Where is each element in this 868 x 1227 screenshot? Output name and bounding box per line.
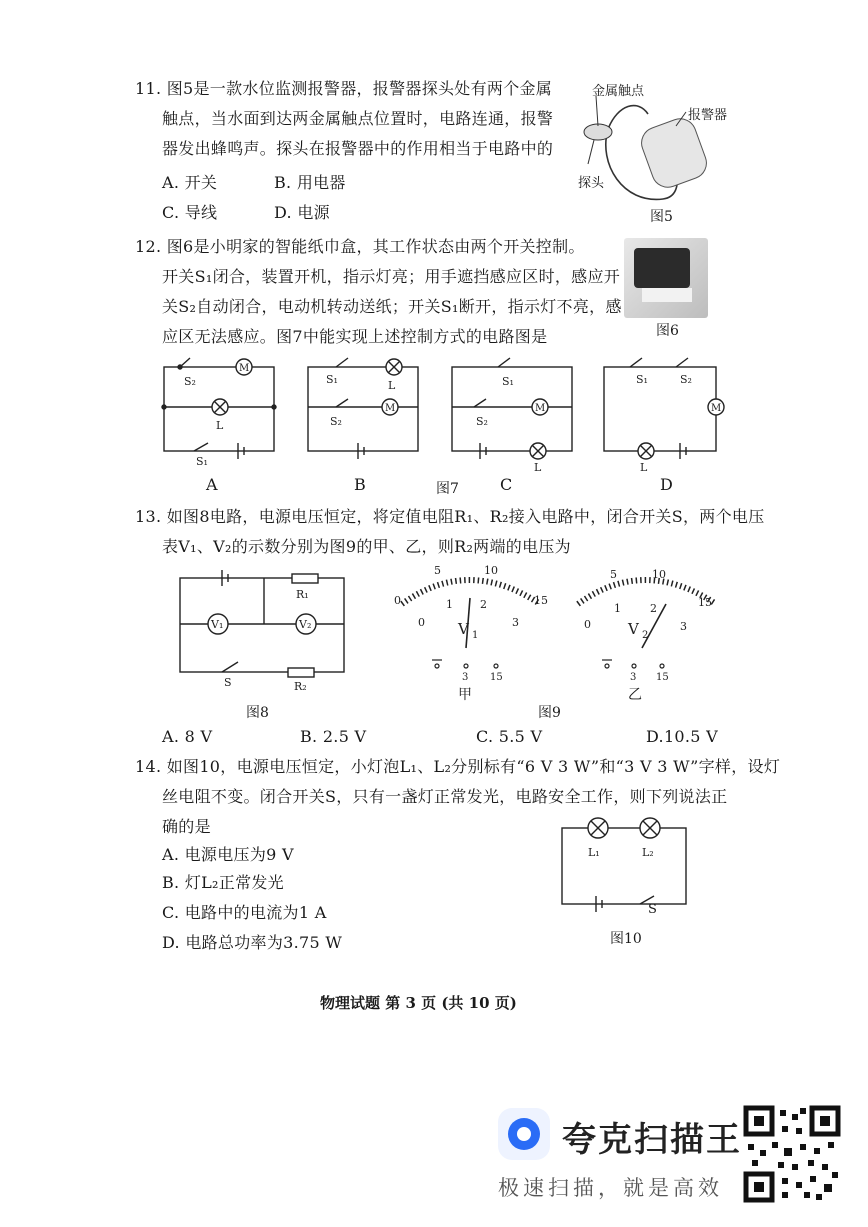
svg-text:10: 10 bbox=[484, 564, 498, 577]
q12-line-3: 关S₂自动闭合，电动机转动送纸；开关S₁断开，指示灯不亮，感 bbox=[162, 297, 622, 316]
watermark-slogan: 极速扫描，就是高效 bbox=[498, 1176, 723, 1200]
meter-yi-label: 乙 bbox=[628, 687, 642, 703]
q13-option-c: C. 5.5 V bbox=[476, 727, 543, 746]
q14-option-d: D. 电路总功率为3.75 W bbox=[162, 933, 343, 952]
fig9-caption: 图9 bbox=[538, 705, 561, 721]
fig6-caption: 图6 bbox=[656, 323, 679, 339]
qr-code-icon bbox=[742, 1104, 842, 1204]
svg-text:L: L bbox=[216, 419, 224, 432]
svg-text:L: L bbox=[388, 379, 396, 392]
q13-option-d: D.10.5 V bbox=[646, 727, 719, 746]
svg-text:S₁: S₁ bbox=[502, 375, 514, 388]
svg-text:S₂: S₂ bbox=[476, 415, 488, 428]
figure-7-circuits bbox=[150, 355, 740, 474]
circuit-label-b: B bbox=[354, 475, 367, 494]
circuit-c bbox=[452, 358, 572, 474]
q14-option-b: B. 灯L₂正常发光 bbox=[162, 873, 284, 892]
circuit-label-d: D bbox=[660, 475, 674, 494]
q11-line-3: 器发出蜂鸣声。探头在报警器中的作用相当于电路中的 bbox=[162, 139, 554, 158]
fig8-caption: 图8 bbox=[246, 705, 269, 721]
q13-option-a: A. 8 V bbox=[162, 727, 213, 746]
meter-jia bbox=[394, 564, 548, 683]
q14-option-a: A. 电源电压为9 V bbox=[162, 845, 294, 864]
meter-jia-label: 甲 bbox=[458, 687, 472, 703]
svg-text:L₂: L₂ bbox=[642, 846, 654, 859]
q11-option-d: D. 电源 bbox=[274, 203, 330, 222]
figure-9-voltmeters bbox=[390, 562, 720, 692]
svg-text:M: M bbox=[239, 363, 250, 374]
q13-line-2: 表V₁、V₂的示数分别为图9的甲、乙，则R₂两端的电压为 bbox=[162, 537, 571, 556]
q11-line-2: 触点，当水面到达两金属触点位置时，电路连通，报警 bbox=[162, 109, 554, 128]
svg-text:L₁: L₁ bbox=[588, 846, 600, 859]
svg-text:V₁: V₁ bbox=[211, 618, 224, 631]
q12-line-1: 12. 图6是小明家的智能纸巾盒，其工作状态由两个开关控制。 bbox=[135, 237, 585, 256]
fig5-caption: 图5 bbox=[650, 209, 673, 225]
q11-line-1: 11. 图5是一款水位监测报警器，报警器探头处有两个金属 bbox=[135, 79, 553, 98]
svg-text:S₂: S₂ bbox=[330, 415, 342, 428]
figure-8-circuit bbox=[170, 568, 360, 698]
watermark-brand-name: 夸克扫描王 bbox=[562, 1120, 742, 1160]
svg-text:2: 2 bbox=[642, 630, 649, 641]
quark-logo-icon bbox=[498, 1108, 550, 1160]
fig7-caption: 图7 bbox=[436, 481, 459, 497]
circuit-a bbox=[162, 358, 276, 468]
circuit-label-c: C bbox=[500, 475, 513, 494]
svg-text:S₂: S₂ bbox=[680, 373, 692, 386]
q13-option-b: B. 2.5 V bbox=[300, 727, 367, 746]
svg-text:M: M bbox=[535, 403, 546, 414]
svg-text:S₂: S₂ bbox=[184, 375, 196, 388]
svg-text:0: 0 bbox=[394, 594, 401, 607]
svg-text:3: 3 bbox=[512, 616, 519, 629]
svg-text:V: V bbox=[628, 620, 639, 638]
svg-text:S₁: S₁ bbox=[196, 455, 208, 468]
q14-line-2: 丝电阻不变。闭合开关S，只有一盏灯正常发光，电路安全工作，则下列说法正 bbox=[162, 787, 728, 806]
svg-text:0: 0 bbox=[418, 616, 425, 629]
page-footer: 物理试题 第 3 页 (共 10 页) bbox=[320, 994, 517, 1012]
svg-text:2: 2 bbox=[650, 602, 657, 615]
svg-text:R₂: R₂ bbox=[294, 680, 307, 693]
circuit-b bbox=[308, 358, 418, 459]
circuit-label-a: A bbox=[206, 475, 218, 494]
q14-line-3: 确的是 bbox=[162, 817, 211, 836]
svg-text:V₂: V₂ bbox=[299, 618, 312, 631]
q12-line-4: 应区无法感应。图7中能实现上述控制方式的电路图是 bbox=[162, 327, 548, 346]
circuit-d bbox=[604, 358, 724, 474]
svg-text:5: 5 bbox=[434, 564, 441, 577]
svg-text:S₁: S₁ bbox=[326, 373, 338, 386]
svg-text:V: V bbox=[458, 620, 469, 638]
svg-text:15: 15 bbox=[490, 672, 503, 683]
figure-10-circuit bbox=[554, 816, 694, 916]
q11-option-b: B. 用电器 bbox=[274, 173, 346, 192]
svg-text:0: 0 bbox=[584, 618, 591, 631]
svg-text:L: L bbox=[534, 461, 542, 474]
svg-text:M: M bbox=[711, 403, 722, 414]
fig5-label-contact: 金属触点 bbox=[592, 84, 645, 99]
svg-text:3: 3 bbox=[630, 672, 637, 683]
svg-text:2: 2 bbox=[480, 598, 487, 611]
fig5-label-alarm: 报警器 bbox=[688, 108, 728, 123]
svg-text:R₁: R₁ bbox=[296, 588, 309, 601]
svg-text:15: 15 bbox=[534, 594, 548, 607]
q14-option-c: C. 电路中的电流为1 A bbox=[162, 903, 327, 922]
fig10-caption: 图10 bbox=[610, 931, 642, 947]
svg-text:L: L bbox=[640, 461, 648, 474]
fig10-switch-label: S bbox=[648, 902, 657, 917]
svg-text:5: 5 bbox=[610, 568, 617, 581]
svg-text:15: 15 bbox=[698, 596, 712, 609]
q14-line-1: 14. 如图10，电源电压恒定，小灯泡L₁、L₂分别标有“6 V 3 W”和“3 V 3 W”字样，设灯 bbox=[135, 757, 781, 776]
q11-option-c: C. 导线 bbox=[162, 203, 218, 222]
q11-option-a: A. 开关 bbox=[162, 173, 218, 192]
svg-text:S₁: S₁ bbox=[636, 373, 648, 386]
figure-6-tissue-box-photo bbox=[624, 238, 708, 318]
meter-yi bbox=[578, 568, 716, 683]
svg-text:1: 1 bbox=[446, 598, 453, 611]
fig5-label-probe: 探头 bbox=[578, 176, 605, 191]
svg-text:10: 10 bbox=[652, 568, 666, 581]
svg-text:M: M bbox=[385, 403, 396, 414]
svg-text:3: 3 bbox=[680, 620, 687, 633]
svg-text:15: 15 bbox=[656, 672, 669, 683]
svg-text:S: S bbox=[224, 676, 232, 689]
q12-line-2: 开关S₁闭合，装置开机，指示灯亮；用手遮挡感应区时，感应开 bbox=[162, 267, 621, 286]
svg-text:3: 3 bbox=[462, 672, 469, 683]
q13-line-1: 13. 如图8电路，电源电压恒定，将定值电阻R₁、R₂接入电路中，闭合开关S，两个电压 bbox=[135, 507, 765, 526]
svg-text:1: 1 bbox=[614, 602, 621, 615]
svg-text:1: 1 bbox=[472, 630, 479, 641]
